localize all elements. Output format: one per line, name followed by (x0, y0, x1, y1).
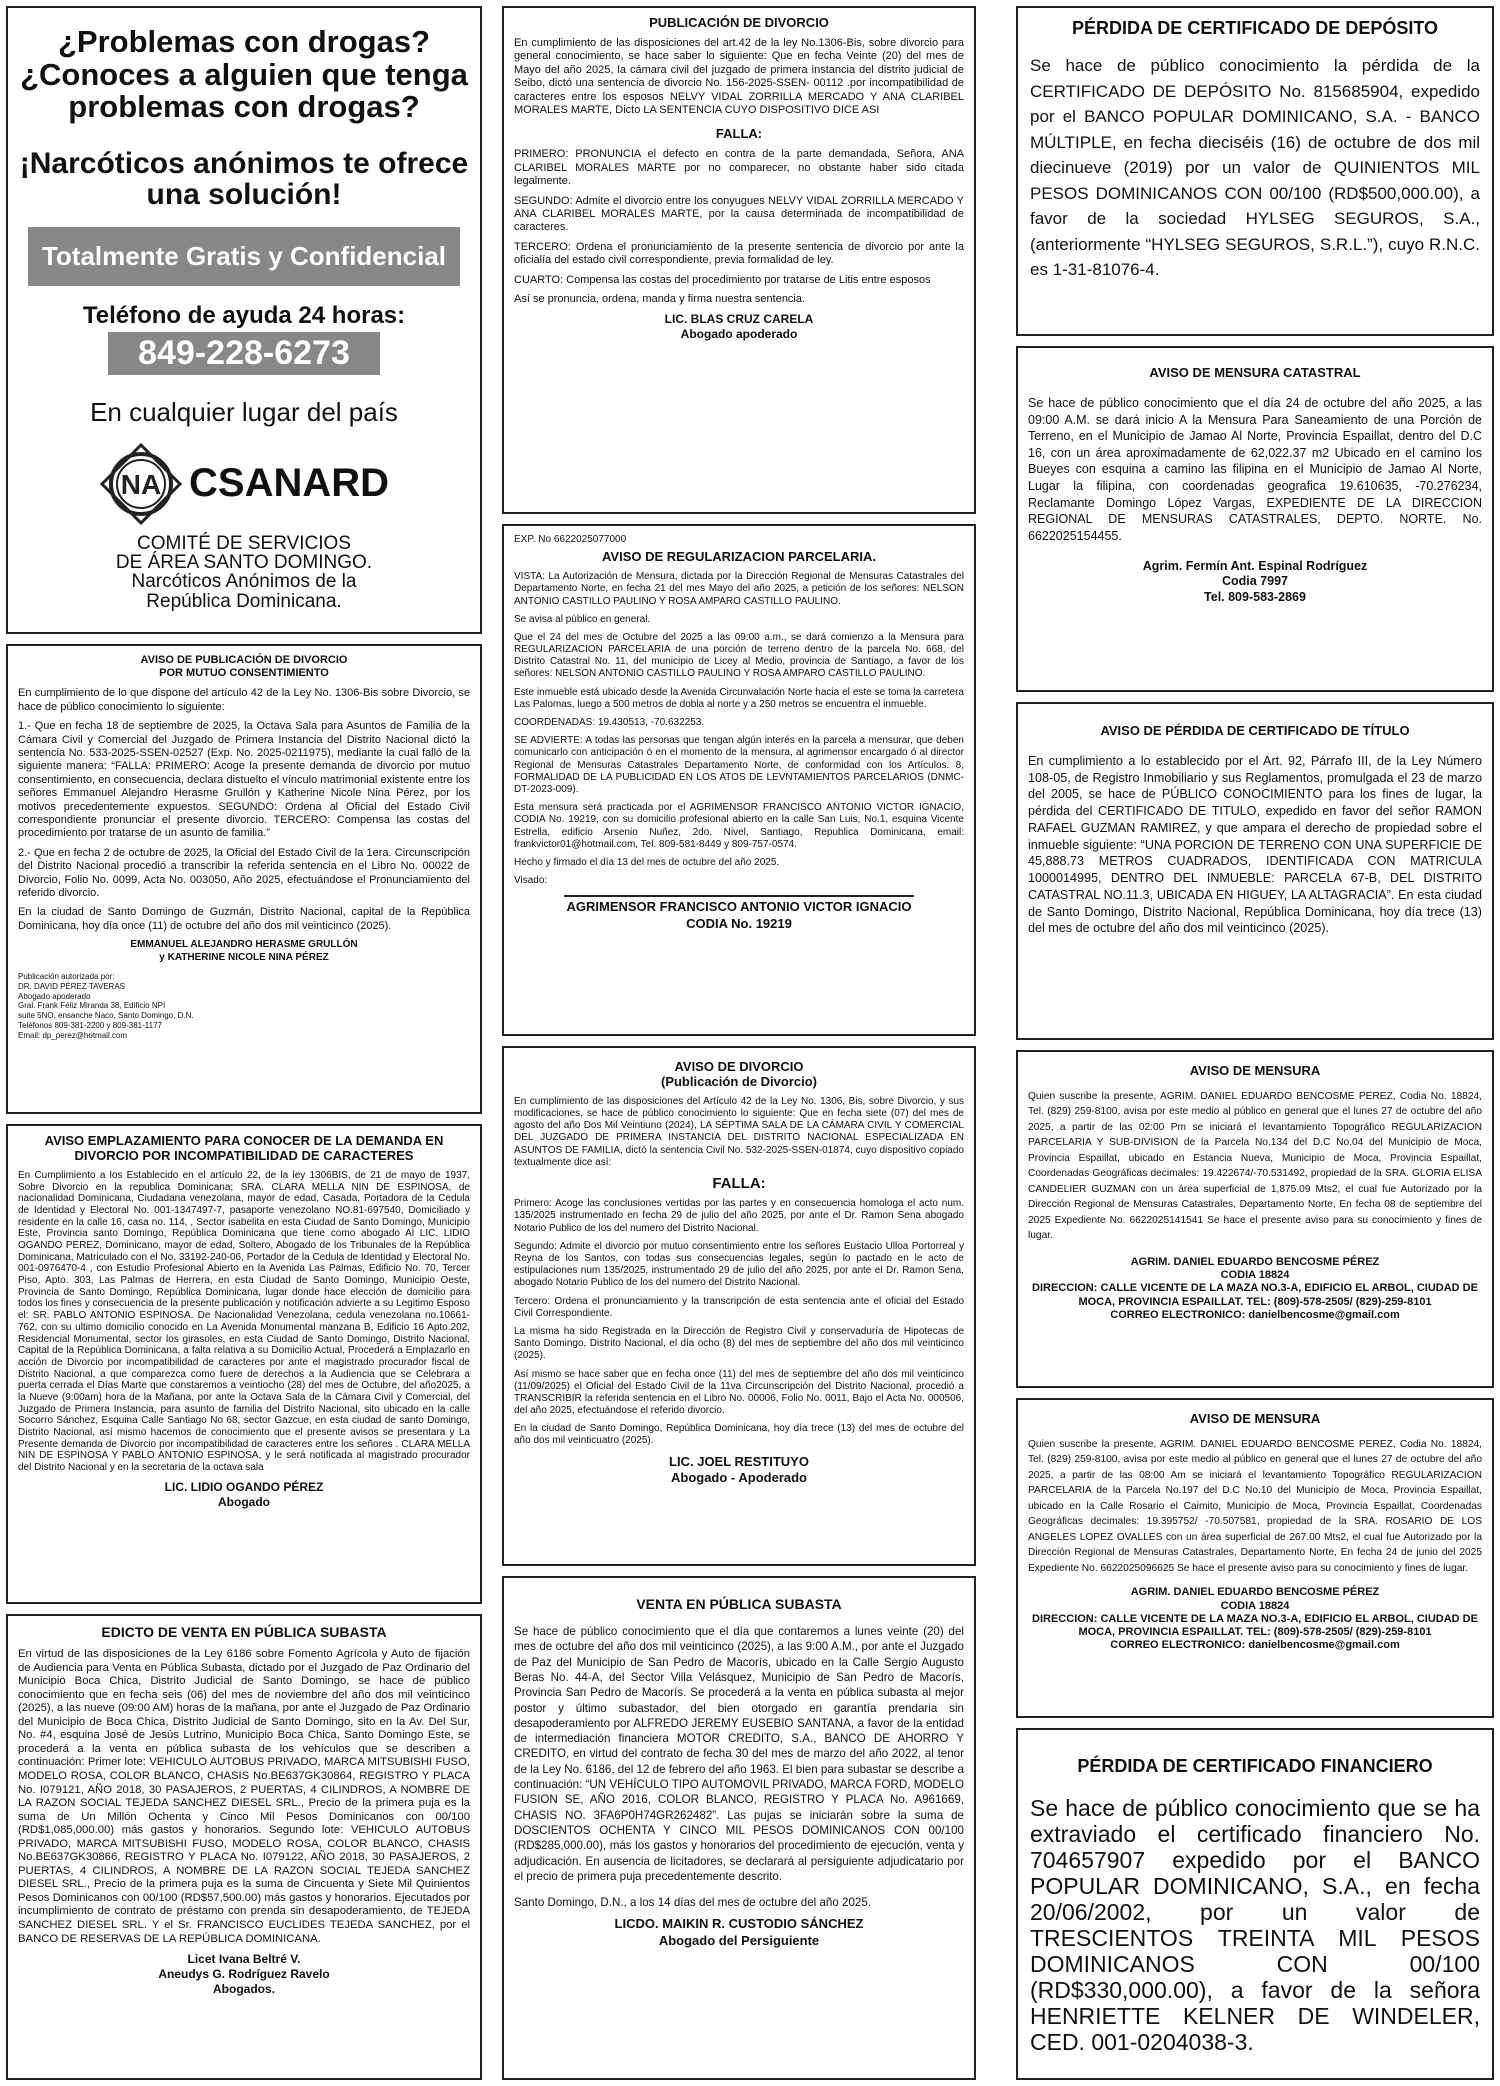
notice-paragraph: En la ciudad de Santo Domingo, República Dominicana, hoy día trece (13) del mes de octubre del año dos mil veinticuatro (2025). (514, 1423, 964, 1447)
notice-aviso-divorcio (502, 1046, 976, 1566)
committee-line: DE ÁREA SANTO DOMINGO. (115, 552, 373, 574)
notice-perdida-financiero (1016, 1728, 1494, 2080)
notice-signature: EMMANUEL ALEJANDRO HERASME GRULLÓN y KATHERINE NICOLE NINA PÉREZ (130, 939, 358, 963)
notice-body: Se hace de público conocimiento que el día 24 de octubre del año 2025, a las 09:00 A.M. se dará inicio A la Mensura Para Saneamiento de una Porción de Terreno, en el Municipio de Jamao Al Norte, Provincia Espaillat, dentro del D.C 16, con un área aproximadamente de 62,022.37 m2 Ubicado en el camino los Bueyes con esquina a camino las filipina en el Municipio de Jamao Al Norte, Lugar la filipina, con coordenadas geografica 19.610635, -70.276234, Reclamante Domingo López Vargas, EXPEDIENTE DE LA DIRECCION REGIONAL DE MENSURAS CATASTRALES, DEPTO. NORTE. No. 6622025154455. (1028, 395, 1482, 543)
notice-regularizacion (502, 524, 976, 1036)
notice-mensura-catastral (1016, 346, 1494, 692)
notice-coordinates: COORDENADAS: 19.430513, -70.632253. (514, 717, 705, 728)
ad-banner: Totalmente Gratis y Confidencial (28, 227, 460, 286)
notice-body: En Cumplimiento a los Establecido en el artículo 22, de la ley 1306BIS, de 21 de mayo de 1937, Sobre Divorcio en la republica Dominicana; SRA. CLARA MELLA NIN DE ESPINOSA, de nacionalidad Dominicana, Ciudadana venezolana, mayor de edad, Casada, Portadora de la Cedula de Identidad y Electoral No. 001-1347497-7, pasaporte venezolano NO.81-697540, Domiciliado y residente en la calle 16, casa no. 114, , Sector isabelita en esta Ciudad de Santo Domingo, Municipio Este, Provincia santo Domingo, República Dominicana que tiene como abogado Al LIC. LIDIO OGANDO PEREZ, Dominicano, mayor de edad, Soltero, Abogado de los Tribunales de la República Dominicana, Matriculado con el No. 33192-240-06, Portador de la Cedula de Identidad y Electoral No. 001-0976470-4 , con Estudio Profesional Abierto en la Avenida Las Palmas, Edificio No. 70, Tercer Piso, Apto. 303, Las Palmas de Herrera, en esta Ciudad de Santo Domingo, Municipio Oeste, Provincia de Santo Domingo, República Dominicana, lugar donde hace elección de domicilio para todos los fines y consecuencia de la presente publicación y notificación advierte a su Legitimo Esposo el: SR. PABLO ANTONIO ESPINOSA. De Nacionalidad Venezolana, cedula venezolana no.10661-762, con su ultimo domicilio conocido en La Avenida Monumental manzana B, Edificio 16 Apto.202, Residencial Monumental, sector los girasoles, en esta Ciudad de Santo Domingo, Distrito Nacional, Capital de la República Dominicana, a falta relativa a su Domicilio Actual, Procederá a Emplazarlo en acción de Divorcio por incompatibilidad de caracteres por ante el magistrado procurador fiscal de Distrito Nacional, a que comparezca como fuere de derechos a la Audiencia que se Celebrara a puerta cerrada el Días Marte que constaremos a veintiocho (28) del mes de Octubre, del año2025, a la Nueve (9:00am) hora de la Mañana, por ante la Octava Sala de la Cámara Civil y Comercial, del Juzgado de Primera Instancia, para asunto de familia del Distrito Nacional, sito ubicado en la calle Socorro Sánchez, Esquina Calle Santiago No 68, sector Gazcue, en esta ciudad de santo Domingo, Distrito Nacional, así mismo hacemos de conocimiento que el presente avisos se presentara y La Presente demanda de Divorcio por incompatibilidad de caracteres entre los señores . CLARA MELLA NIN DE ESPINOSA Y PABLO ANTONIO ESPINOSA, y le será notificada al magistrado procurador del Distrito Nacional y en la secretaria de la octava sala (18, 1169, 470, 1474)
notice-paragraph: Que el 24 del mes de Octubre del 2025 a las 09:00 a.m., se dará comienzo a la Mensura para REGULARIZACION PARCELARIA de una porción de terreno dentro de la parcela No. 668, del Distrito Catastral No. 11, del municipio de Licey al Medio, provincia de Santiago, a favor de los señores: NELSON ANTONIO CASTILLO PAULINO Y ROSA AMPARO CASTILLO PAULINO. (514, 631, 964, 680)
notice-title: PUBLICACIÓN DE DIVORCIO (649, 15, 829, 30)
committee-line: Narcóticos Anónimos de la (131, 571, 357, 593)
notice-signature: Licet Ivana Beltré V. Aneudys G. Rodríguez Ravelo Abogados. (158, 1952, 330, 1997)
notice-paragraph: SEGUNDO: Admite el divorcio entre los conyugues NELVY VIDAL ZORRILLA MERCADO Y ANA CLARIBEL MORALES MARTE, por la causa determinada de incompatibilidad de caracteres. (514, 194, 964, 234)
notice-perdida-titulo (1016, 702, 1494, 1040)
notice-paragraph: Esta mensura será practicada por el AGRIMENSOR FRANCISCO ANTONIO VICTOR IGNACIO, CODIA No. 19219, con su domicilio profesional abierto en la calle San Luis, No.1, esquina Vicente Estrella, edificio Arsenio Nuñez, 2do. Nivel, Santiago, Republica Dominicana, email: frankvictor01@hotmail.com, Tel. 809-581-8449 y 809-757-0574. (514, 802, 964, 850)
signature-line (564, 895, 914, 897)
notice-venta-subasta (502, 1576, 976, 2080)
notice-body: Se hace de público conocimiento la pérdida de la CERTIFICADO DE DEPÓSITO No. 815685904, expedido por el BANCO POPULAR DOMINICANO, S.A. - BANCO MÚLTIPLE, en fecha dieciséis (16) de octubre de dos mil diecinueve (2019) por un valor de QUINIENTOS MIL PESOS DOMINICANOS CON 00/100 (RD$500,000.00), a favor de la sociedad HYLSEG SEGUROS, S.A., (anteriormente “HYLSEG SEGUROS, S.R.L.”), cuyo R.N.C. es 1-31-81076-4. (1030, 56, 1480, 279)
notice-paragraph: VISTA: La Autorización de Mensura, dictada por la Dirección Regional de Mensuras Catastrales del Departamento Norte, en fecha 21 del mes Mayo del año 2025, a petición de los señores: NELSON ANTONIO CASTILLO PAULINO Y ROSA AMPARO CASTILLO PAULINO. (514, 571, 964, 607)
notice-paragraph: Así mismo se hace saber que en fecha once (11) del mes de septiembre del año dos mil veinticinco (11/09/2025) el Oficial del Estado Civil de la 11va Circunscripción del Distrito Nacional, procedió a TRANSCRIBIR la referida sentencia en el Libro No. 00006, Folio No. 0011, Bajo el Acta No. 000506, del año 2025, efectuándose el referido divorcio. (514, 1368, 964, 1417)
notice-publication-info: Publicación autorizada por: DR. DAVID PÉREZ TAVERAS Abogado apoderado Gral. Frank Féliz Miranda 38, Edificio NPI suite 5NO, ensanche Naco, Santo Domingo, D.N. Teléfonos 809-381-2200 y 809-381-1177 Email: dp_perez@hotmail.com (18, 972, 194, 1040)
notice-signature: Agrim. Fermín Ant. Espinal Rodríguez Codia 7997 Tel. 809-583-2869 (1142, 558, 1368, 604)
ad-phone-label: Teléfono de ayuda 24 horas: (82, 301, 406, 329)
notice-divorce-seibo (502, 6, 976, 514)
ad-committee (18, 534, 470, 612)
notice-paragraph: La misma ha sido Registrada en la Dirección de Registro Civil y conservaduría de Hipotecas de Santo Domingo, Distrito Nacional, el día ocho (8) del mes de septiembre del año dos mil veinticinco (2025). (514, 1325, 964, 1362)
ad-phone: 849-228-6273 (108, 332, 380, 375)
notice-signature: LICDO. MAIKIN R. CUSTODIO SÁNCHEZ Abogado del Persiguiente (614, 1916, 864, 1948)
notice-body: Quien suscribe la presente, AGRIM. DANIEL EDUARDO BENCOSME PEREZ, Codia No. 18824, Tel. (829) 259-8100, avisa por este medio al público en general que el lunes 27 de octubre del año 2025, a partir de las 02:00 Pm se iniciará el levantamiento Topográfico REGULARIZACION PARCELARIA Y SUB-DIVISION de la Parcela No.134 del D.C No.04 del Municipio de Moca, Provincia Espaillat, ubicado en Estancia Nueva, Municipio de Moca, Provincia Espaillat, Coordenadas Geográficas decimales: 19.422674/-70.531492, propiedad de la SRA. GLORIA ELISA CANDELIER GUZMAN con un área superficial de 1,875.09 Mts2, el cual fue Autorizado por la Dirección Regional de Mensuras Catastrales, Departamento Norte, En fecha 08 de septiembre del 2025 Expediente No. 6622025141541 Se hace el presente aviso para su conocimiento y fines de lugar. (1028, 1090, 1482, 1242)
notice-body: En virtud de las disposiciones de la Ley 6186 sobre Fomento Agrícola y Auto de fijación de Audiencia para Venta en Pública Subasta, dictado por el Juzgado de Paz Ordinario del Municipio Boca Chica, Distrito Judicial de Santo Domingo, se hace de público conocimiento que en fecha seis (06) del mes de noviembre del año dos mil veinticinco (2025), a las nueve (09:00 AM) horas de la mañana, por ante el Juzgado de Paz Ordinario del Municipio de Boca Chica, Distrito Judicial de Santo Domingo, sito en la Av. Del Sur, No. #4, esquina José de Jesús Lutrino, Municipio Boca Chica, Santo Domingo Este, se procederá a la venta en pública subasta de los vehículos que se describen a continuación: Primer lote: VEHICULO AUTOBUS PRIVADO, MARCA MITSUBISHI FUSO, MODELO ROSA, COLOR BLANCO, CHASIS No.BE637GK30864, REGISTRO Y PLACA No. I079121, AÑO 2018, 30 PASAJEROS, 2 PUERTAS, 4 CILINDROS, A NOMBRE DE LA RAZON SOCIAL TEJEDA SANCHEZ DIESEL SRL., Precio de la primera puja es la suma de Un Millón Ochenta y Cinco Mil Pesos Dominicanos con 00/100 (RD$1,085,000.00) más gastos y honorarios. Segundo lote: VEHICULO AUTOBUS PRIVADO, MARCA MITSUBISHI FUSO, MODELO ROSA, COLOR BLANCO, CHASIS No.BE637GK30866, REGISTRO Y PLACA No. I079122, AÑO 2018, 30 PASAJEROS, 2 PUERTAS, 4 CILINDROS, A NOMBRE DE LA RAZON SOCIAL TEJEDA SANCHEZ DIESEL SRL., Precio de la primera puja es la suma de Cincuenta y Siete Mil Quinientos Pesos Dominicanos con 00/100 (RD$57,500.00) más gastos y honorarios. Ejecutados por incumplimiento de contrato de préstamo con prenda sin desapoderamiento, de TEJEDA SANCHEZ DIESEL SRL. Y el Sr. FRANCISCO EUCLIDES TEJEDA SANCHEZ, por el BANCO DE RESERVAS DE LA REPÚBLICA DOMINICANA. (18, 1648, 470, 1945)
notice-title: AVISO DE MENSURA CATASTRAL (1149, 365, 1361, 380)
committee-line: República Dominicana. (146, 590, 342, 612)
na-advertisement (6, 6, 482, 634)
notice-signature: AGRIM. DANIEL EDUARDO BENCOSME PÉREZ CODIA 18824 DIRECCION: CALLE VICENTE DE LA MAZA NO.3-A, EDIFICIO EL ARBOL, CIUDAD DE MOCA, PROVINCIA ESPAILLAT. TEL: (809)-578-2505/ (829)-259-8101 CORREO ELECTRONICO: danielbencosme@gmail.com (1032, 1255, 1478, 1321)
notice-falla: FALLA: (715, 126, 763, 142)
notice-signature: LIC. LIDIO OGANDO PÉREZ Abogado (164, 1479, 324, 1509)
notice-intro: En cumplimiento de las disposiciones del Artículo 42 de la Ley No. 1306, Bis, sobre Divorcio, y sus modificaciones, se hace de público conocimiento lo siguiente: Que en fecha siete (07) del mes de agosto del año Dos Mil Veintiuno (2024), LA SÉPTIMA SALA DE LA CÁMARA CIVIL Y COMERCIAL DEL JUZGADO DE PRIMERA INSTANCIA DEL DISTRITO NACIONAL ESPECIALIZADA EN ASUNTOS DE FAMILIA, dictó la sentencia Civil No. 532-2025-SSEN-01874, cuyo dispositivo copiado textualmente dice así: (514, 1095, 964, 1168)
ad-org-name: CSANARD (189, 461, 389, 506)
notice-title: VENTA EN PÚBLICA SUBASTA (636, 1596, 842, 1612)
notice-paragraph: Este inmueble está ubicado desde la Avenida Circunvalación Norte hacia el este se toma la carretera Las Palomas, luego a 500 metros de dobla al norte y a 250 metros se encuentra el inmueble. (514, 686, 964, 710)
ad-anywhere: En cualquier lugar del país (90, 396, 398, 427)
notice-paragraph: SE ADVIERTE: A todas las personas que tengan algún interés en la parcela a mensurar, que deben comunicarlo con anticipación ó en el momento de la mensura, al agrimensor encargado ó al director Regional de Mensuras Catastrales Departamento Norte, de conformidad con los Artículos. 8, FORMALIDAD DE LA PUBLICIDAD EN LOS ATOS DE LEVNTAMIENTOS PARCELARIOS (DNMC-DT-2023-009). (514, 735, 964, 795)
notice-intro: En cumplimiento de lo que dispone del artículo 42 de la Ley No. 1306-Bis sobre Divorcio, se hace de público conocimiento lo siguiente: (18, 687, 470, 713)
notice-visado: Visado: (514, 875, 548, 887)
notice-title: EDICTO DE VENTA EN PÚBLICA SUBASTA (101, 1624, 387, 1640)
notice-perdida-deposito (1016, 6, 1494, 336)
notice-title: PÉRDIDA DE CERTIFICADO DE DEPÓSITO (1071, 18, 1439, 38)
notice-signature: AGRIM. DANIEL EDUARDO BENCOSME PÉREZ CODIA 18824 DIRECCION: CALLE VICENTE DE LA MAZA NO.3-A, EDIFICIO EL ARBOL, CIUDAD DE MOCA, PROVINCIA ESPAILLAT. TEL: (809)-578-2505/ (829)-259-8101 CORREO ELECTRONICO: danielbencosme@gmail.com (1032, 1586, 1478, 1652)
notice-mensura-2 (1016, 1398, 1494, 1718)
notice-title: AVISO DE DIVORCIO (Publicación de Divorcio) (660, 1059, 818, 1089)
notice-title: AVISO EMPLAZAMIENTO PARA CONOCER DE LA DEMANDA EN DIVORCIO POR INCOMPATIBILIDAD DE CARACTERES (44, 1133, 444, 1163)
notice-divorce-mutual (6, 644, 482, 1114)
notice-paragraph: Segundo: Admite el divorcio por mutuo consentimiento entre los señores Eustacio Ulloa Portorreal y Reyna de los Santos, con todas sus consecuencias legales, según lo pactado en le acto de estipulaciones num 135/2025, instrumentado 29 de julio del año 2025, por ante el Dr. Ramon Sena, abogado Notario Publico de los del numero del Distrito Nacional. (514, 1240, 964, 1289)
notice-paragraph: CUARTO: Compensa las costas del procedimiento por tratarse de Litis entre esposos (514, 273, 931, 286)
notice-falla: FALLA: (712, 1175, 766, 1192)
notice-emplazamiento (6, 1124, 482, 1604)
notice-paragraph: 2.- Que en fecha 2 de octubre de 2025, la Oficial del Estado Civil de la 1era. Circunscripción del Distrito Nacional procedió a transcribir la referida sentencia en el Libro No. 00022 de Divorcio, Folio No. 0099, Acta No. 003050, Año 2025, efectuándose el Pronunciamiento del referido divorcio. (18, 846, 470, 899)
notice-title: PÉRDIDA DE CERTIFICADO FINANCIERO (1077, 1756, 1433, 1776)
notice-paragraph: PRIMERO: PRONUNCIA el defecto en contra de la parte demandada, Señora, ANA CLARIBEL MORALES MARTE por no comparecer, no obstante haber sido citada legalmente. (514, 148, 964, 188)
notice-intro: En cumplimiento de las disposiciones del art.42 de la ley No.1306-Bis, sobre divorcio para general conocimiento, se hace saber lo siguiente: Que en fecha Veinte (20) del mes de Mayo del año 2025, la cámara civil del juzgado de primera instancia del distrito judicial de Seibo, dictó una sentencia de divorcio No. 156-2025-SSEN- 00112 .por incompatibilidad de caracteres entre los esposos NELVY VIDAL ZORRILLA MERCADO Y ANA CLARIBEL MORALES MARTE, Dicto LA SENTENCIA CUYO DISPOSITIVO DICE ASI (514, 36, 964, 116)
notice-date: Santo Domingo, D.N., a los 14 días del mes de octubre del año 2025. (514, 1896, 872, 1910)
notice-paragraph: Tercero: Ordena el pronunciamiento y la transcripción de esta sentencia ante el oficial del Estado Civil Correspondiente. (514, 1295, 964, 1319)
notice-body: Quien suscribe la presente, AGRIM. DANIEL EDUARDO BENCOSME PEREZ, Codia No. 18824, Tel. (829) 259-8100, avisa por este medio al público en general que el lunes 27 de octubre del año 2025, a partir de las 08:00 Am se iniciará el levantamiento Topográfico REGULARIZACION PARCELARIA de la Parcela No.197 del D.C No.10 del Municipio de Moca, Provincia Espaillat, ubicado en la Calle Rosario el Caimito, Municipio de Moca, Provincia Espaillat, Coordenadas Geográficas decimales: 19.395752/ -70.507581, propiedad de la SRA. ROSARIO DE LOS ANGELES LOPEZ OVALLES con un área superficial de 267.00 Mts2, el cual fue Autorizado por la Dirección Regional de Mensuras Catastrales, Departamento Norte, En fecha 24 de junio del 2025 Expediente No. 6622025096625 Se hace el presente aviso para su conocimiento y fines de lugar. (1028, 1438, 1482, 1574)
na-logo-letters: NA (120, 468, 162, 500)
notice-paragraph: 1.- Que en fecha 18 de septiembre de 2025, la Octava Sala para Asuntos de Familia de la Cámara Civil y Comercial del Juzgado de Primera Instancia del Distrito Nacional dictó la sentencia No. 533-2025-SSEN-02527 (Exp. No. 2025-0211975), mediante la cual falló de la siguiente manera: “FALLA: PRIMERO: Acoge la presente demanda de divorcio por mutuo consentimiento, en consecuencia, declara distuelto el vínculo matrimonial existente entre los señores Emmanuel Alejandro Herasme Grullón y Katherine Nicole Nina Pérez, por los motivos precedentemente expuestos. SEGUNDO: Ordena al Oficial del Estado Civil correspondiente pronunciar el presente divorcio. TERCERO: Compensa las costas del procedimiento por tratarse de un asunto de familia.” (18, 720, 470, 840)
notice-title: AVISO DE PUBLICACIÓN DE DIVORCIO POR MUTUO CONSENTIMIENTO (140, 654, 348, 679)
notice-signature: LIC. JOEL RESTITUYO Abogado - Apoderado (669, 1453, 809, 1485)
notice-mensura-1 (1016, 1050, 1494, 1388)
committee-line: COMITÉ DE SERVICIOS (137, 532, 351, 554)
notice-paragraph: Se avisa al público en general. (514, 613, 651, 625)
notice-title: AVISO DE REGULARIZACION PARCELARIA. (602, 549, 876, 565)
notice-paragraph: TERCERO: Ordena el pronunciamiento de la presente sentencia de divorcio por ante la oficialía del estado civil correspondiente, previa formalidad de ley. (514, 240, 964, 267)
notice-body: En cumplimiento a lo establecido por el Art. 92, Párrafo III, de la Ley Número 108-05, de Registro Inmobiliario y sus Reglamentos, promulgada el 23 de marzo del 2005, se hace de PÚBLICO CONOCIMIENTO para los fines de lugar, la pérdida del CERTIFICADO DE TITULO, expedido en favor del señor RAMON RAFAEL GUZMAN RAMIREZ, y que ampara el derecho de propiedad sobre el inmueble siguiente: “UNA PORCION DE TERRENO CON UNA SUPERFICIE DE 45,888.73 METROS CUADRADOS, IDENTIFICADA CON MATRICULA 1000014995, DENTRO DEL INMUEBLE: PARCELA 67-B, DEL DISTRITO CATASTRAL NO.11.3, UBICADA EN HIGUEY, LA ALTAGRACIA”. En esta ciudad de Santo Domingo, Distrito Nacional, República Dominicana, hoy día trece (13) del mes de octubre del año dos mil veinticinco (2025). (1028, 753, 1482, 936)
notice-paragraph: Así se pronuncia, ordena, manda y firma nuestra sentencia. (514, 292, 806, 305)
notice-body: Se hace de público conocimiento que el día que contaremos a lunes veinte (20) del mes de octubre del año dos mil veinticinco (2025), a las 9:00 A.M., por ante el Juzgado de Paz del Municipio de San Pedro de Macorís, ubicado en la Calle Sergio Augusto Beras No. 44-A, del Sector Villa Velásquez, Municipio de San Pedro de Macorís, Provincia San Pedro de Macorís. Se procederá a la venta en pública subasta al mejor postor y último subastador, del bien otorgado en garantía prendaria sin desapoderamiento por ALFREDO JEREMY EUSEBIO SANTANA, a favor de la entidad de intermediación financiera MOTOR CREDITO, S.A., BANCO DE AHORRO Y CREDITO, en virtud del contrato de fecha 30 del mes de marzo del año 2022, al tenor de la Ley No. 6186, del 12 de febrero del año 1963. El bien para subastar se describe a continuación: “UN VEHÍCULO TIPO AUTOMOVIL PRIVADO, MARCA FORD, MODELO FUSION SE, AÑO 2016, COLOR BLANCO, REGISTRO Y PLACA No. A961669, CHASIS NO. 3FA6P0H74GR262482”. Las pujas se iniciarán sobre la suma de DOSCIENTOS OCHENTA Y CINCO MIL PESOS DOMINICANOS CON 00/100 (RD$285,000.00), más los gastos y honorarios del procedimiento de ejecución, venta y adjudicación. En ausencia de licitadores, se declarará al persiguiente adjudicatario por el precio de primera puja precedentemente descrito. (514, 1625, 964, 1883)
notice-paragraph: Hecho y firmado el día 13 del mes de octubre del año 2025. (514, 856, 780, 868)
notice-title: AVISO DE MENSURA (1189, 1063, 1321, 1078)
ad-slogan: ¡Narcóticos anónimos te ofrece una solución! (19, 146, 469, 212)
ad-question: ¿Problemas con drogas? ¿Conoces a alguien que tenga problemas con drogas? (20, 24, 468, 125)
notice-signature: AGRIMENSOR FRANCISCO ANTONIO VICTOR IGNACIO CODIA No. 19219 (566, 899, 912, 931)
notice-paragraph: Primero: Acoge las conclusiones vertidas por las partes y en consecuencia homologa el acto num. 135/2025 instrumentado en fecha 29 de julio del año 2025, por ante el Dr. Ramon Sena abogado Notario Publico de los del numero del Distrito Nacional. (514, 1198, 964, 1234)
na-logo-icon (99, 442, 183, 526)
notice-exp: EXP. No 6622025077000 (514, 534, 627, 545)
notice-signature: LIC. BLAS CRUZ CARELA Abogado apoderado (664, 312, 814, 342)
ad-logo (18, 442, 470, 526)
notice-title: AVISO DE PÉRDIDA DE CERTIFICADO DE TÍTULO (1100, 723, 1410, 738)
notice-edicto-subasta (6, 1614, 482, 2080)
notice-body: Se hace de público conocimiento que se ha extraviado el certificado financiero No. 704657907 expedido por el BANCO POPULAR DOMINICANO, S.A., en fecha 20/06/2002, por un valor de TRESCIENTOS TREINTA MIL PESOS DOMINICANOS CON 00/100 (RD$330,000.00), a favor de la señora HENRIETTE KELNER DE WINDELER, CED. 001-0204038-3. (1030, 1795, 1480, 2055)
notice-paragraph: En la ciudad de Santo Domingo de Guzmán, Distrito Nacional, capital de la República Dominicana, hoy día once (11) de octubre del año dos mil veinticinco (2025). (18, 906, 470, 932)
notice-title: AVISO DE MENSURA (1189, 1411, 1321, 1426)
